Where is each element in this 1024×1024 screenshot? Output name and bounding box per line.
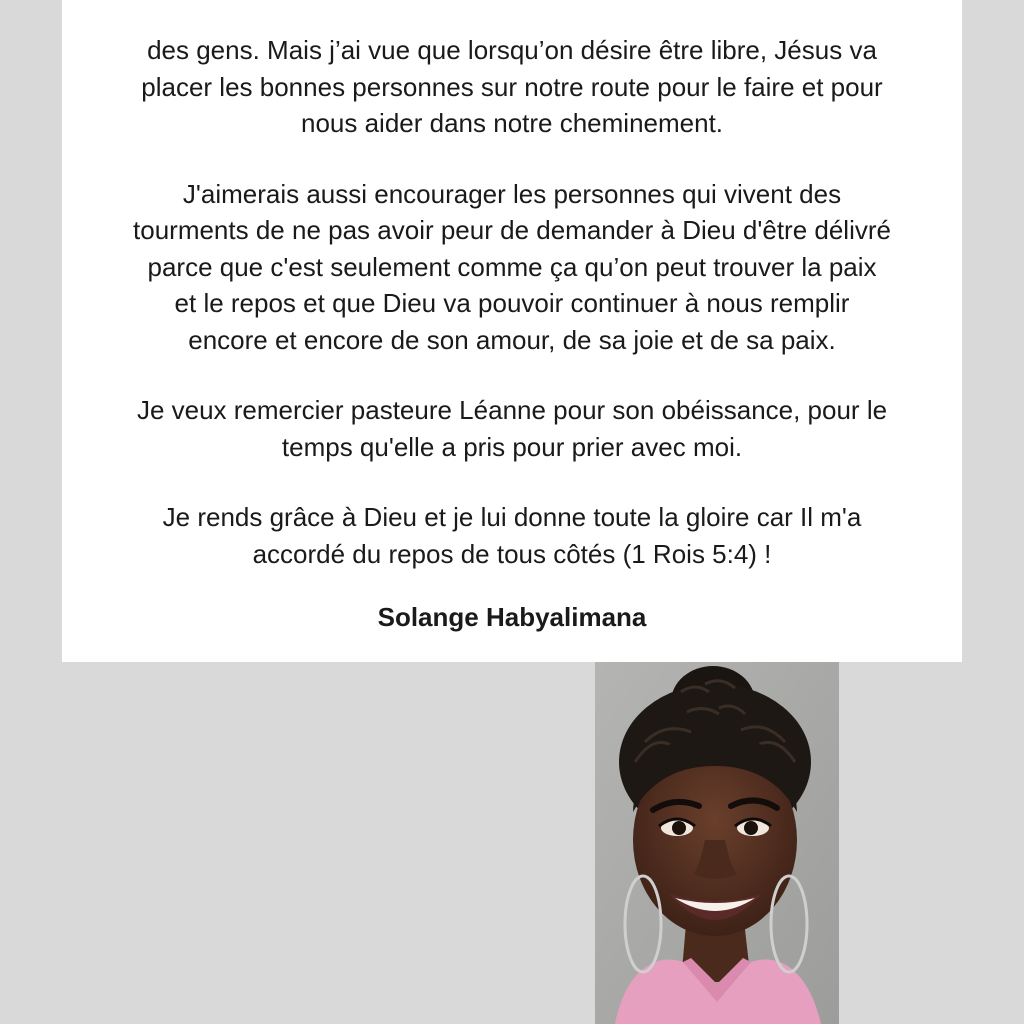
author-signature: Solange Habyalimana	[377, 602, 647, 632]
author-photo	[595, 662, 839, 1024]
text-line: accordé du repos de tous côtés (1 Rois 5:4) !	[252, 538, 772, 569]
text-line: placer les bonnes personnes sur notre route pour le faire et pour	[141, 71, 883, 102]
paragraph-encouragement	[92, 176, 932, 359]
paragraph-liberation	[92, 32, 932, 142]
paragraph-gratitude	[92, 499, 932, 572]
text-line: parce que c'est seulement comme ça qu’on peut trouver la paix	[147, 251, 877, 282]
testimony-card	[62, 0, 962, 662]
text-line: tourments de ne pas avoir peur de demander à Dieu d'être délivré	[133, 215, 891, 245]
text-line: et le repos et que Dieu va pouvoir continuer à nous remplir	[174, 288, 850, 318]
text-line: J'aimerais aussi encourager les personnes qui vivent des	[182, 178, 842, 209]
paragraph-thanks	[92, 392, 932, 465]
text-line: nous aider dans notre cheminement.	[300, 108, 724, 138]
text-line: encore et encore de son amour, de sa joie et de sa paix.	[188, 324, 836, 355]
text-line: Je veux remercier pasteure Léanne pour son obéissance, pour le	[136, 395, 888, 425]
text-line: Je rends grâce à Dieu et je lui donne toute la gloire car Il m'a	[162, 502, 862, 532]
text-line: des gens. Mais j’ai vue que lorsqu’on désire être libre, Jésus va	[147, 35, 877, 65]
text-line: temps qu'elle a pris pour prier avec moi.	[281, 431, 743, 462]
